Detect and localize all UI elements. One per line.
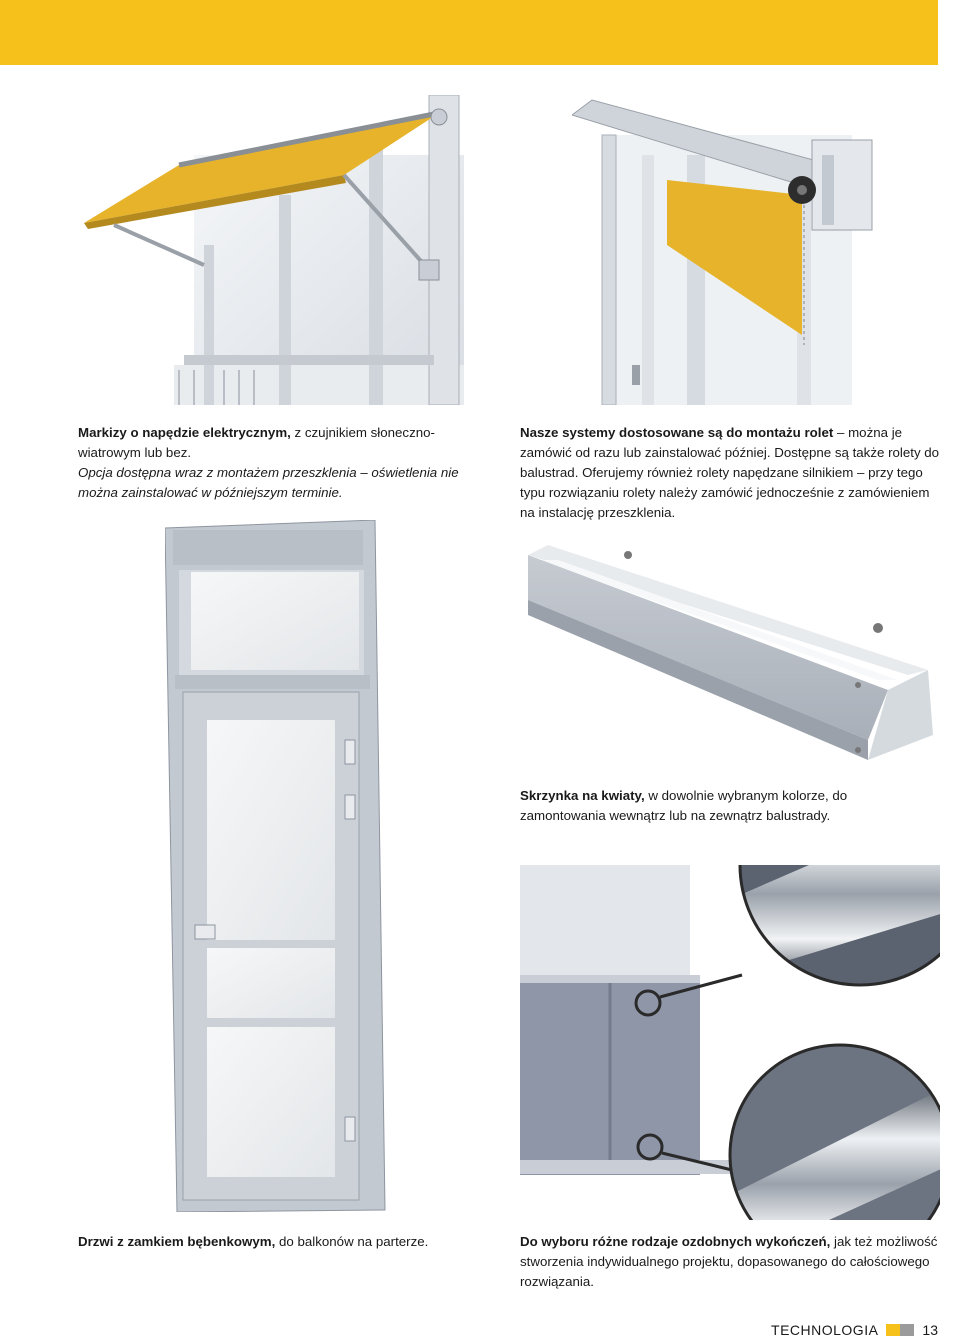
awning-illustration — [84, 95, 484, 405]
page-number: 13 — [922, 1322, 938, 1338]
finishes-caption — [520, 1232, 940, 1292]
blinds-caption — [520, 423, 940, 523]
decorative-profile-illustration — [520, 865, 940, 1220]
finishes-caption-text: jak też możliwość stworzenia indywidualnego projektu, dopasowanego do całościowego rozwiązania. — [520, 1234, 938, 1289]
awning-caption — [78, 423, 468, 503]
door-caption — [78, 1232, 498, 1252]
awning-caption-bold: Markizy o napędzie elektrycznym, — [78, 425, 291, 440]
balcony-door-illustration — [165, 520, 390, 1212]
flowerbox-caption — [520, 786, 930, 826]
awning-caption-text: z czujnikiem słoneczno-wiatrowym lub bez. — [78, 425, 435, 460]
page-footer — [771, 1320, 938, 1340]
finishes-caption-bold: Do wyboru różne rodzaje ozdobnych wykończeń, — [520, 1234, 831, 1249]
section-label: TECHNOLOGIA — [771, 1322, 879, 1338]
top-accent-bar — [0, 0, 938, 65]
blinds-caption-text: – można je zamówić od razu lub zainstalować później. Dostępne są także rolety do balustrad. Oferujemy również rolety napędzane silnikiem – przy tego typu rozwiązaniu rolety należy zamówić jednocześnie z zamówieniem na instalację przeszklenia. — [520, 425, 940, 520]
flower-box-illustration — [528, 540, 940, 775]
awning-caption-note: Opcja dostępna wraz z montażem przeszklenia – oświetlenia nie można zainstalować w późniejszym terminie. — [78, 465, 459, 500]
flowerbox-caption-bold: Skrzynka na kwiaty, — [520, 788, 645, 803]
blinds-caption-bold: Nasze systemy dostosowane są do montażu rolet — [520, 425, 834, 440]
section-marker-icon — [886, 1324, 914, 1336]
flowerbox-caption-text: w dowolnie wybranym kolorze, do zamontowania wewnątrz lub na zewnątrz balustrady. — [520, 788, 848, 823]
door-caption-text: do balkonów na parterze. — [275, 1234, 429, 1249]
door-caption-bold: Drzwi z zamkiem bębenkowym, — [78, 1234, 276, 1249]
roller-blind-illustration — [572, 95, 940, 405]
